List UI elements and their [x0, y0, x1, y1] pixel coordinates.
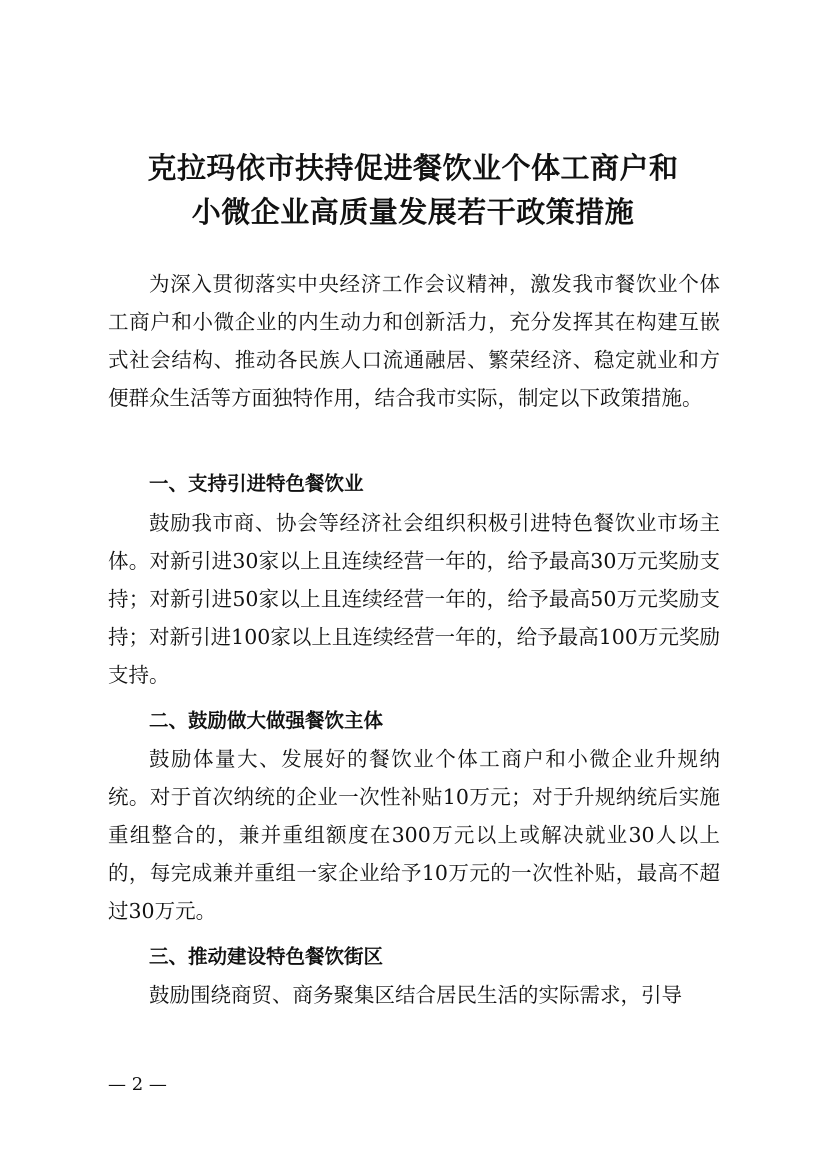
section-paragraph-2: 鼓励体量大、发展好的餐饮业个体工商户和小微企业升规纳统。对于首次纳统的企业一次性补贴10万元；对于升规纳统后实施重组整合的，兼并重组额度在300万元以上或解决就业30人以上的，每完成兼并重组一家企业给予10万元的一次性补贴，最高不超过30万元。 [108, 747, 720, 923]
intro-paragraph: 为深入贯彻落实中央经济工作会议精神，激发我市餐饮业个体工商户和小微企业的内生动力和创新活力，充分发挥其在构建互嵌式社会结构、推动各民族人口流通融居、繁荣经济、稳定就业和方便群众生活等方面独特作用，结合我市实际，制定以下政策措施。 [108, 272, 720, 410]
section-paragraph-1: 鼓励我市商、协会等经济社会组织积极引进特色餐饮业市场主体。对新引进30家以上且连续经营一年的，给予最高30万元奖励支持；对新引进50家以上且连续经营一年的，给予最高50万元奖励支持；对新引进100家以上且连续经营一年的，给予最高100万元奖励支持。 [108, 511, 720, 687]
page-number: — 2 — [108, 1074, 167, 1095]
section-heading-3: 三、推动建设特色餐饮街区 [149, 945, 384, 968]
section-heading-1: 一、支持引进特色餐饮业 [149, 472, 364, 495]
section-paragraph-3: 鼓励围绕商贸、商务聚集区结合居民生活的实际需求，引导 [149, 983, 682, 1007]
section-heading-2: 二、鼓励做大做强餐饮主体 [149, 709, 384, 732]
document-title-line-1: 克拉玛依市扶持促进餐饮业个体工商户和 [147, 151, 679, 185]
document-title-line-2: 小微企业高质量发展若干政策措施 [191, 195, 635, 229]
